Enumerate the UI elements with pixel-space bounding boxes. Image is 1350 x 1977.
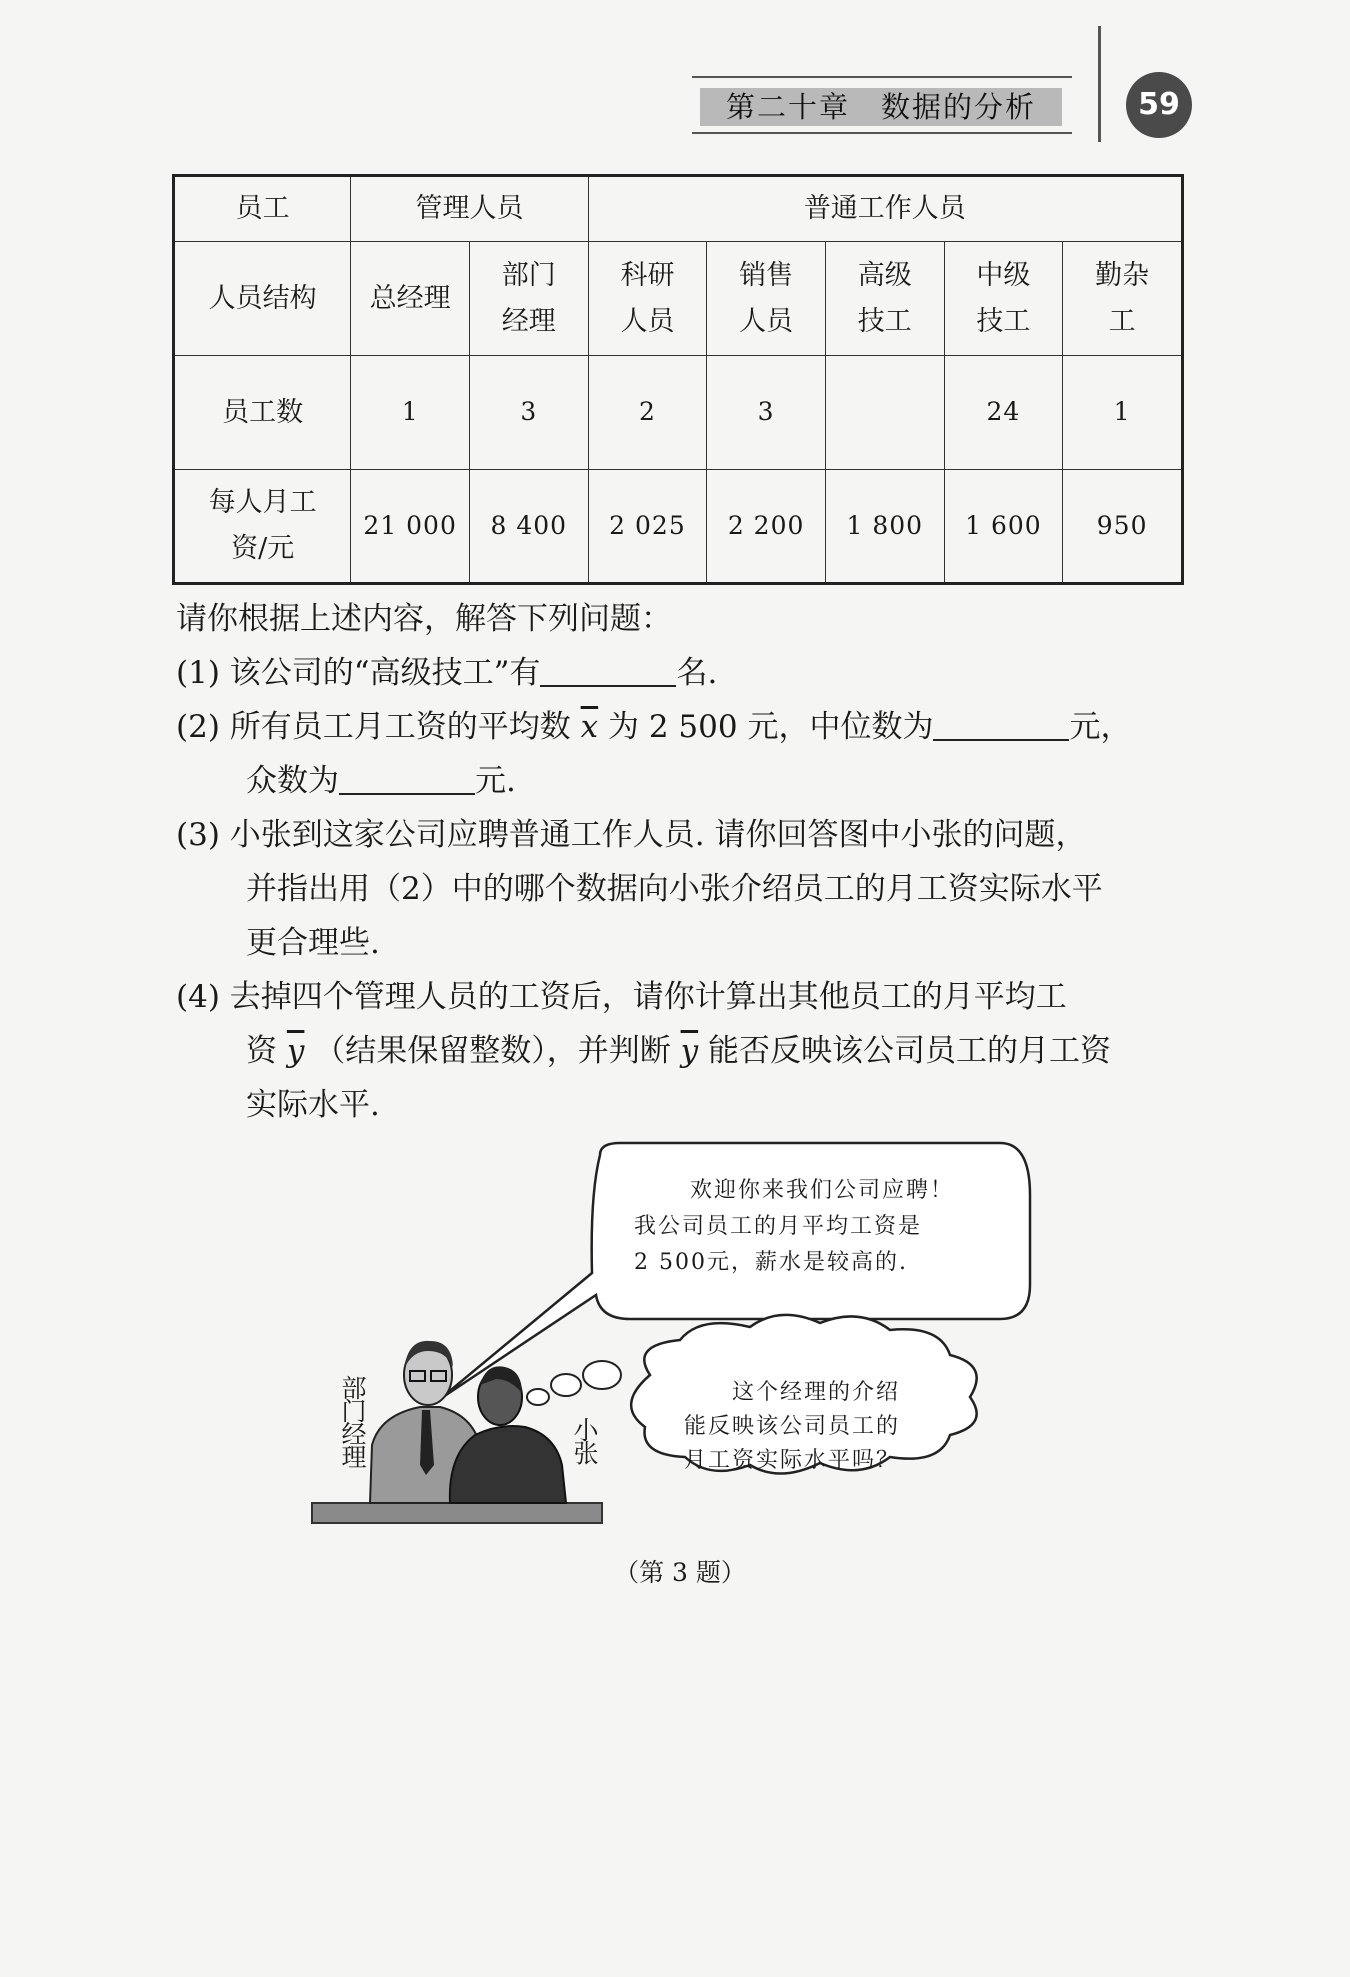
answer-blank[interactable] [540, 655, 676, 687]
question-1: (1) 该公司的“高级技工”有 名. [176, 655, 718, 691]
row-label: 每人月工 资/元 [174, 470, 351, 584]
table-cell: 高级 技工 [825, 242, 944, 356]
header-vertical-rule [1098, 26, 1101, 142]
table-cell: 21 000 [351, 470, 470, 584]
table-cell: 2 200 [707, 470, 826, 584]
table-cell: 2 [588, 356, 707, 470]
chapter-title: 第二十章 数据的分析 [725, 90, 1036, 124]
question-intro: 请你根据上述内容，解答下列问题： [176, 601, 672, 637]
table-row [174, 470, 1183, 584]
table-row [174, 356, 1183, 470]
thought-dot [583, 1361, 621, 1389]
header-rule-bottom [692, 132, 1072, 134]
table-cell: 24 [944, 356, 1063, 470]
question-4-line2: 资 $\overline{y}$ （结果保留整数），并判断 $\overline{y}$ 能否反映该公司员工的月工资 [246, 1033, 1111, 1069]
row-label: 员工数 [174, 356, 351, 470]
question-2: (2) 所有员工月工资的平均数 $\overline{x}$ 为 2 500 元，中位数为 元， [176, 709, 1132, 745]
table-cell: 1 [1063, 356, 1183, 470]
table-cell: 1 800 [825, 470, 944, 584]
cartoon-illustration [300, 1135, 1080, 1535]
table-cell: 部门 经理 [469, 242, 588, 356]
header-cell-management: 管理人员 [351, 176, 588, 242]
manager-label: 部门经理 [338, 1375, 367, 1467]
table-cell: 3 [469, 356, 588, 470]
table-cell: 3 [707, 356, 826, 470]
table-cell: 1 [351, 356, 470, 470]
figure-caption: （第 3 题） [614, 1558, 746, 1587]
header-rule-top [692, 76, 1072, 78]
speech-line-2: 我公司员工的月平均工资是 [634, 1214, 923, 1239]
table-cell: 1 600 [944, 470, 1063, 584]
answer-blank[interactable] [933, 709, 1069, 741]
table-row [174, 176, 1183, 242]
table-cell: 总经理 [351, 242, 470, 356]
question-3-line2: 并指出用（2）中的哪个数据向小张介绍员工的月工资实际水平 [246, 871, 1103, 907]
page-number: 59 [1126, 72, 1192, 138]
table-cell-empty [825, 356, 944, 470]
question-3: (3) 小张到这家公司应聘普通工作人员. 请你回答图中小张的问题， [176, 817, 1087, 853]
question-4: (4) 去掉四个管理人员的工资后，请你计算出其他员工的月平均工 [176, 979, 1067, 1015]
question-2-line2: 众数为 元. [246, 763, 516, 799]
table-cell: 科研 人员 [588, 242, 707, 356]
thought-line-1: 这个经理的介绍 [732, 1380, 901, 1405]
speech-line-3: 2 500元，薪水是较高的. [634, 1250, 908, 1275]
table-cell: 销售 人员 [707, 242, 826, 356]
table-cell: 勤杂 工 [1063, 242, 1183, 356]
table-row [174, 242, 1183, 356]
row-label: 人员结构 [174, 242, 351, 356]
table-cell: 中级 技工 [944, 242, 1063, 356]
thought-line-2: 能反映该公司员工的 [684, 1414, 901, 1439]
answer-blank[interactable] [339, 763, 475, 795]
table-cell: 950 [1063, 470, 1183, 584]
speech-line-1: 欢迎你来我们公司应聘！ [690, 1178, 955, 1203]
desk [312, 1503, 602, 1523]
salary-table [172, 174, 1184, 585]
header-cell-general-staff: 普通工作人员 [588, 176, 1182, 242]
question-3-line3: 更合理些. [246, 925, 380, 961]
header-cell: 员工 [174, 176, 351, 242]
thought-dot [551, 1374, 581, 1396]
question-4-line3: 实际水平. [246, 1087, 380, 1123]
thought-line-3: 月工资实际水平吗？ [684, 1448, 901, 1473]
xiaozhang-label: 小张 [570, 1417, 599, 1463]
table-cell: 8 400 [469, 470, 588, 584]
table-cell: 2 025 [588, 470, 707, 584]
thought-dot [527, 1389, 549, 1405]
